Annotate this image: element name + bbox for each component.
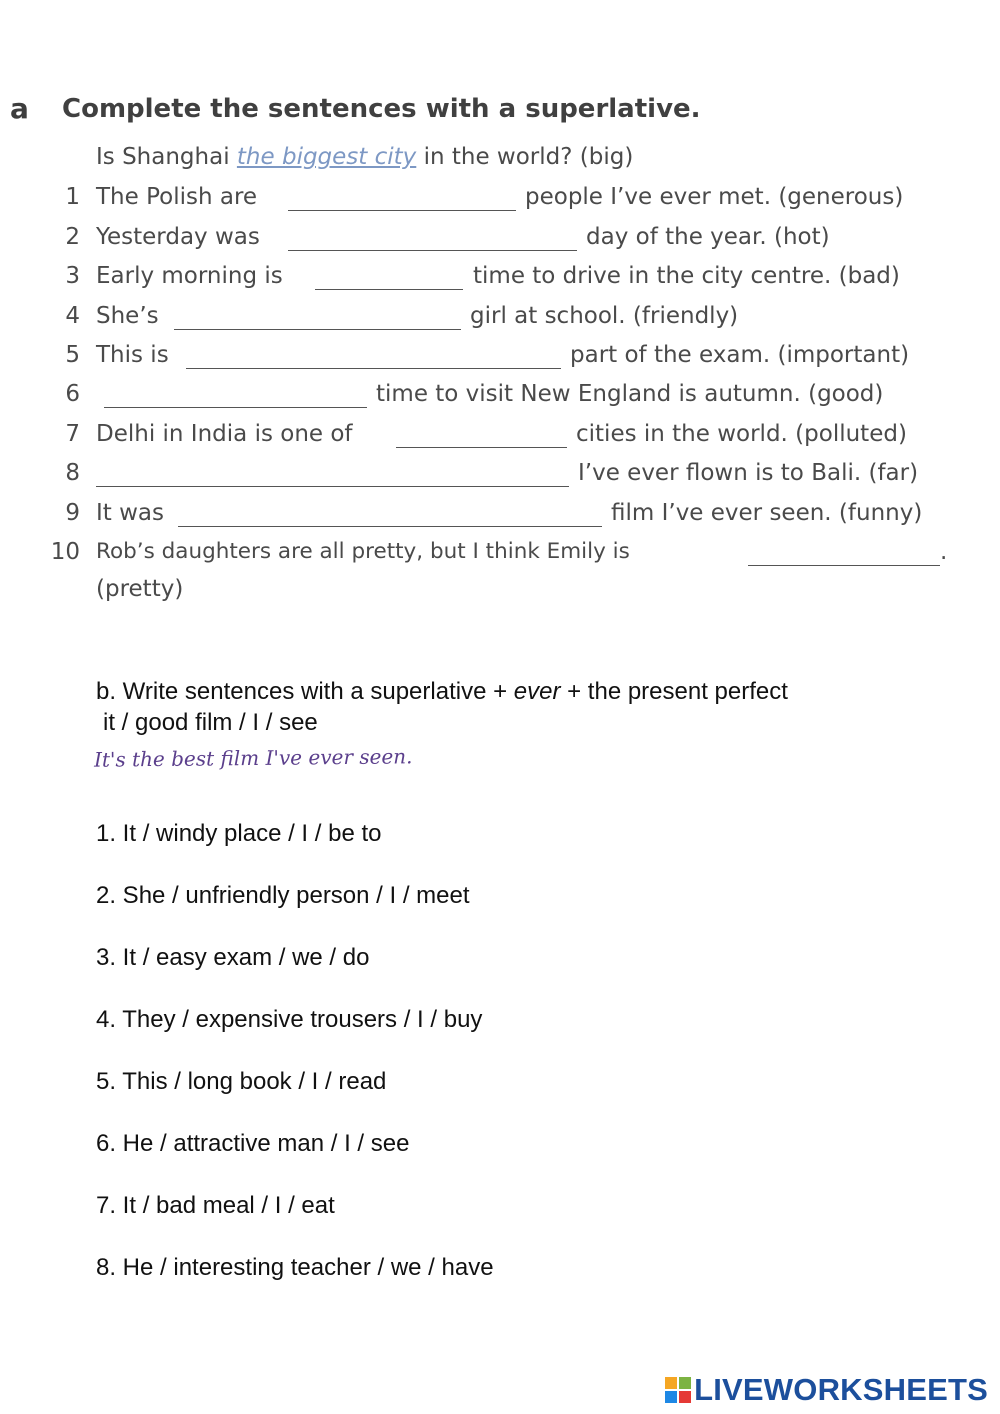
exercise-a-item <box>0 263 1000 297</box>
answer-blank[interactable] <box>315 289 463 290</box>
section-b-heading <box>96 678 788 706</box>
answer-blank[interactable] <box>186 368 561 369</box>
exercise-a-item <box>0 184 1000 218</box>
item-text-before: Yesterday was <box>96 224 260 250</box>
item-text-before: Delhi in India is one of <box>96 421 353 447</box>
item-number: 2 <box>65 224 80 250</box>
answer-blank[interactable] <box>288 210 516 211</box>
item-text-after: . <box>940 539 948 565</box>
exercise-b-item[interactable]: 1. It / windy place / I / be to <box>96 820 382 847</box>
exercise-b-item[interactable]: 4. They / expensive trousers / I / buy <box>96 1006 483 1033</box>
item-text-before: Rob’s daughters are all pretty, but I think Emily is <box>96 539 630 564</box>
item-text-after: girl at school. (friendly) <box>470 303 739 329</box>
example-prompt: it / good film / I / see <box>103 709 318 736</box>
exercise-b-item[interactable]: 8. He / interesting teacher / we / have <box>96 1254 494 1281</box>
item-text-after: day of the year. (hot) <box>586 224 830 250</box>
item-text-after: part of the exam. (important) <box>570 342 910 368</box>
exercise-b-item[interactable]: 5. This / long book / I / read <box>96 1068 387 1095</box>
example-sentence <box>96 144 633 170</box>
exercise-b-item[interactable]: 6. He / attractive man / I / see <box>96 1130 410 1157</box>
item-text-before: This is <box>96 342 169 368</box>
item-number: 4 <box>65 303 80 329</box>
item-number: 10 <box>50 539 80 565</box>
heading-start: b. Write sentences with a superlative + <box>96 678 514 705</box>
liveworksheets-logo-icon <box>665 1377 691 1403</box>
exercise-a-item <box>0 224 1000 258</box>
item-text-after: time to visit New England is autumn. (good) <box>376 381 884 407</box>
exercise-a-item <box>0 303 1000 337</box>
item-text-after: film I’ve ever seen. (funny) <box>611 500 923 526</box>
heading-italic: ever <box>513 678 561 705</box>
example-after: in the world? (big) <box>423 144 634 170</box>
item-text-before: The Polish are <box>96 184 258 210</box>
section-a-letter: a <box>10 92 29 125</box>
answer-blank[interactable] <box>396 447 567 448</box>
answer-blank[interactable] <box>104 407 367 408</box>
exercise-a-item <box>0 342 1000 376</box>
answer-blank[interactable] <box>288 250 577 251</box>
item-number: 8 <box>65 460 80 486</box>
item-number: 9 <box>65 500 80 526</box>
item-text-before: It was <box>96 500 165 526</box>
exercise-a-item <box>0 500 1000 534</box>
exercise-a-item <box>0 539 1000 573</box>
item-number: 3 <box>65 263 80 289</box>
answer-blank[interactable] <box>174 329 461 330</box>
example-answer: the biggest city <box>236 144 417 170</box>
example-handwritten-answer: It's the best film I've ever seen. <box>93 744 413 772</box>
exercise-a-item <box>0 460 1000 494</box>
exercise-b-item[interactable]: 3. It / easy exam / we / do <box>96 944 370 971</box>
answer-blank[interactable] <box>748 565 940 566</box>
exercise-a-item <box>0 381 1000 415</box>
liveworksheets-brand <box>665 1370 988 1410</box>
exercise-b-item[interactable]: 7. It / bad meal / I / eat <box>96 1192 335 1219</box>
heading-end: + the present perfect <box>560 678 788 705</box>
item-number: 1 <box>65 184 80 210</box>
exercise-b-item[interactable]: 2. She / unfriendly person / I / meet <box>96 882 470 909</box>
item-text-after: I’ve ever flown is to Bali. (far) <box>578 460 919 486</box>
item-10-continuation: (pretty) <box>96 576 184 602</box>
item-number: 5 <box>65 342 80 368</box>
item-number: 6 <box>65 381 80 407</box>
section-a-title: Complete the sentences with a superlative. <box>62 94 701 124</box>
answer-blank[interactable] <box>178 526 602 527</box>
item-number: 7 <box>65 421 80 447</box>
exercise-a-item <box>0 421 1000 455</box>
example-before: Is Shanghai <box>96 144 230 170</box>
item-text-after: people I’ve ever met. (generous) <box>525 184 904 210</box>
item-text-after: time to drive in the city centre. (bad) <box>473 263 900 289</box>
item-text-before: Early morning is <box>96 263 283 289</box>
answer-blank[interactable] <box>96 486 569 487</box>
item-text-before: She’s <box>96 303 159 329</box>
item-text-after: cities in the world. (polluted) <box>576 421 907 447</box>
brand-name: LIVEWORKSHEETS <box>694 1372 988 1407</box>
